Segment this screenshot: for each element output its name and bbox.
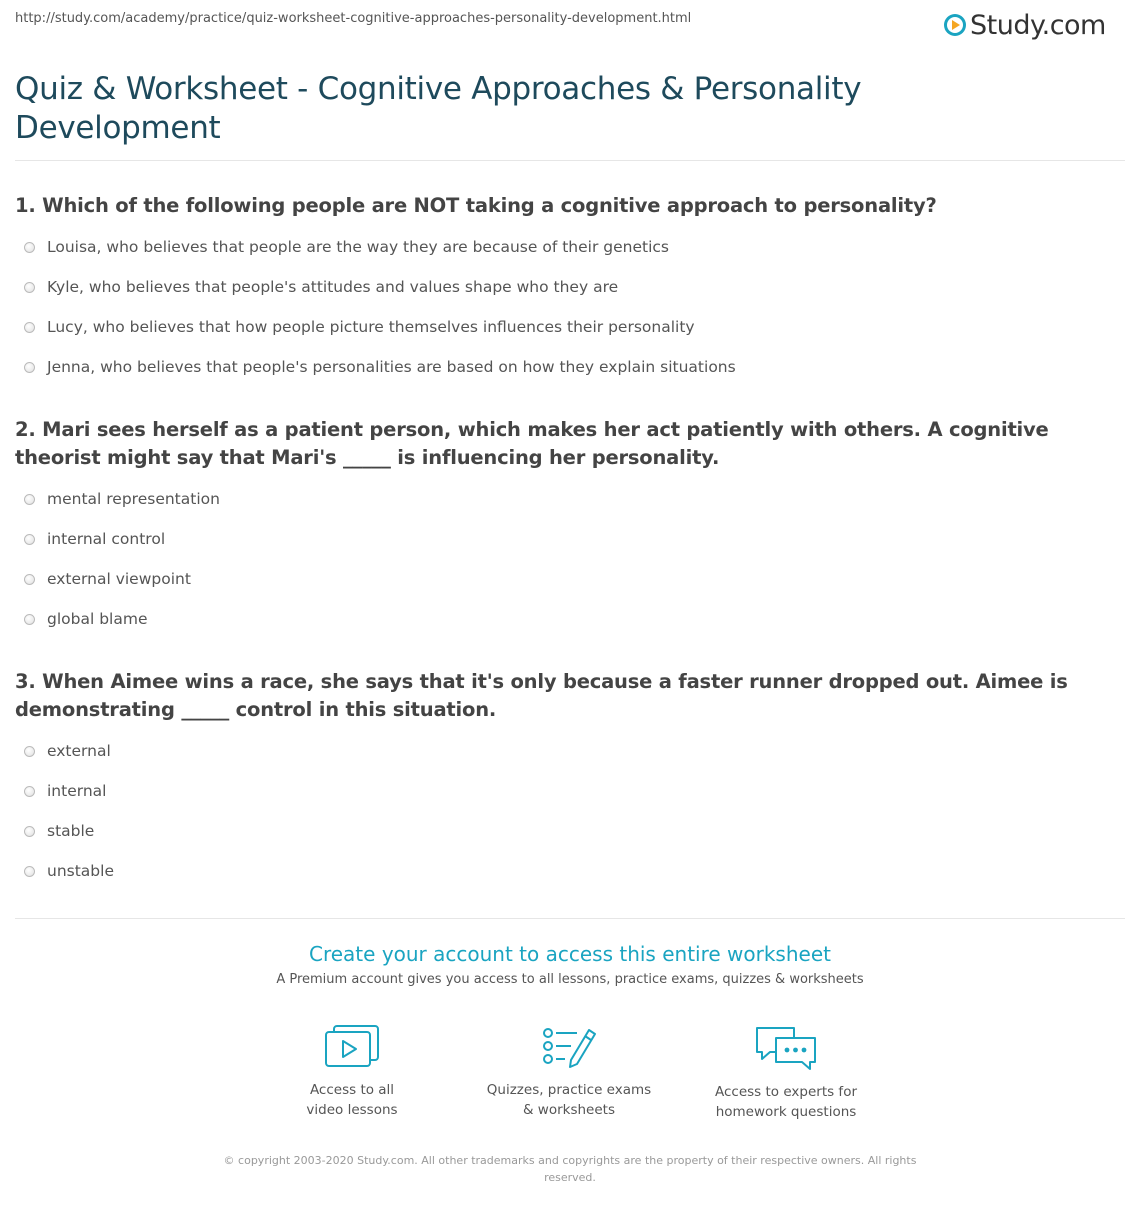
question-2-option-4[interactable] <box>24 609 147 629</box>
question-3-option-2[interactable] <box>24 781 106 801</box>
radio-button[interactable] <box>24 534 35 545</box>
question-2-option-2[interactable] <box>24 529 165 549</box>
questions-divider <box>15 918 1125 919</box>
copyright-text: © copyright 2003-2020 Study.com. All other trademarks and copyrights are the property of their respective owners. All rights reserved. <box>223 1154 917 1184</box>
feature-label: Access to experts for homework questions <box>714 1084 857 1120</box>
question-3-option-1[interactable] <box>24 741 111 761</box>
option-label: external <box>47 742 111 760</box>
radio-button[interactable] <box>24 826 35 837</box>
option-label: internal <box>47 782 107 800</box>
feature-quizzes <box>479 1024 659 1120</box>
option-label: external viewpoint <box>47 570 191 588</box>
question-1-option-3[interactable] <box>24 317 695 337</box>
play-logo-icon <box>944 14 966 36</box>
chat-bubbles-icon <box>754 1024 818 1072</box>
feature-experts <box>696 1024 876 1122</box>
question-1-option-2[interactable] <box>24 277 618 297</box>
create-account-link[interactable]: Create your account to access this entire worksheet <box>309 942 831 966</box>
study-com-logo[interactable] <box>944 8 1106 42</box>
cta-subtitle: A Premium account gives you access to all lessons, practice exams, quizzes & worksheets <box>276 972 864 987</box>
option-label: Kyle, who believes that people's attitudes and values shape who they are <box>47 278 619 296</box>
question-3: 3. When Aimee wins a race, she says that it's only because a faster runner dropped out. Aimee is demonstrating _____ control in this situation. <box>15 670 1068 721</box>
feature-label: Access to all video lessons <box>306 1082 398 1118</box>
question-3-option-3[interactable] <box>24 821 94 841</box>
question-1: 1. Which of the following people are NOT taking a cognitive approach to personality? <box>15 194 937 217</box>
page-url: http://study.com/academy/practice/quiz-worksheet-cognitive-approaches-personality-development.html <box>15 11 692 26</box>
radio-button[interactable] <box>24 494 35 505</box>
question-3-option-4[interactable] <box>24 861 114 881</box>
radio-button[interactable] <box>24 362 35 373</box>
option-label: global blame <box>47 610 148 628</box>
radio-button[interactable] <box>24 282 35 293</box>
option-label: Lucy, who believes that how people picture themselves influences their personality <box>47 318 695 336</box>
radio-button[interactable] <box>24 786 35 797</box>
option-label: Louisa, who believes that people are the way they are because of their genetics <box>47 238 669 256</box>
question-2-option-1[interactable] <box>24 489 220 509</box>
feature-video-lessons <box>262 1024 442 1120</box>
question-2: 2. Mari sees herself as a patient person, which makes her act patiently with others. A cognitive theorist might say that Mari's _____ is influencing her personality. <box>15 418 1049 469</box>
title-divider <box>15 160 1125 161</box>
option-label: unstable <box>47 862 114 880</box>
logo-text: Study.com <box>970 9 1106 41</box>
radio-button[interactable] <box>24 746 35 757</box>
radio-button[interactable] <box>24 242 35 253</box>
radio-button[interactable] <box>24 322 35 333</box>
option-label: Jenna, who believes that people's personalities are based on how they explain situations <box>47 358 736 376</box>
quiz-checklist-icon <box>539 1024 599 1070</box>
question-2-option-3[interactable] <box>24 569 191 589</box>
video-lesson-icon <box>322 1024 382 1070</box>
option-label: stable <box>47 822 95 840</box>
feature-label: Quizzes, practice exams & worksheets <box>486 1082 652 1118</box>
radio-button[interactable] <box>24 866 35 877</box>
radio-button[interactable] <box>24 574 35 585</box>
radio-button[interactable] <box>24 614 35 625</box>
page-title: Quiz & Worksheet - Cognitive Approaches & Personality Development <box>15 71 862 146</box>
question-1-option-1[interactable] <box>24 237 669 257</box>
option-label: mental representation <box>47 490 220 508</box>
question-1-option-4[interactable] <box>24 357 736 377</box>
option-label: internal control <box>47 530 166 548</box>
